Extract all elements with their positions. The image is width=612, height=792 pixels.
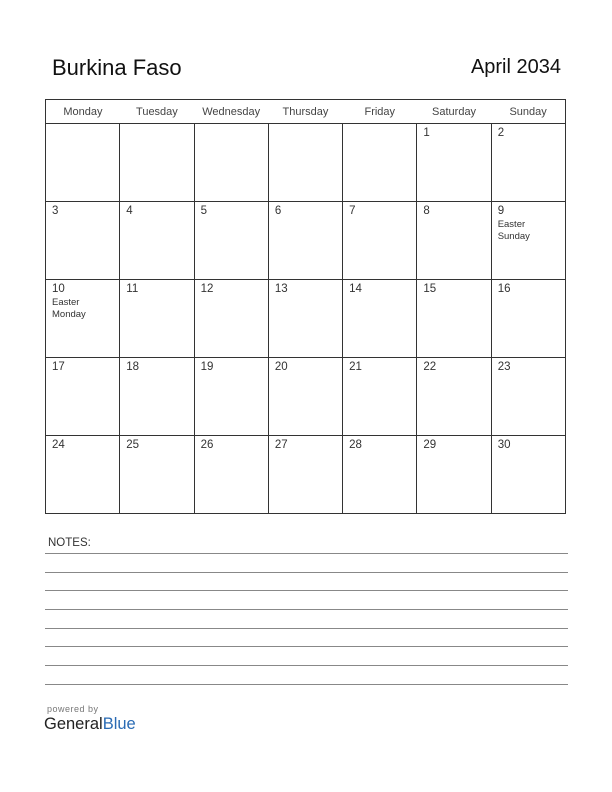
day-cell [194, 436, 268, 514]
day-cell [194, 202, 268, 280]
day-cell [343, 280, 417, 358]
note-line [45, 665, 568, 666]
day-cell [417, 436, 491, 514]
week-row [46, 280, 566, 358]
brand-logo [44, 704, 136, 734]
day-cell [120, 436, 194, 514]
day-cell [417, 280, 491, 358]
day-cell [268, 280, 342, 358]
day-number: 30 [497, 439, 511, 451]
holiday-label: Easter Monday [52, 297, 86, 320]
day-cell [46, 124, 120, 202]
day-cell [194, 124, 268, 202]
day-cell [46, 436, 120, 514]
brand-name [44, 715, 136, 734]
day-cell [46, 280, 120, 358]
day-cell [343, 358, 417, 436]
day-cell [268, 358, 342, 436]
note-line [45, 684, 568, 685]
day-cell [417, 358, 491, 436]
day-number: 1 [423, 127, 430, 139]
day-cell [343, 202, 417, 280]
day-number: 28 [349, 439, 362, 451]
day-number: 26 [200, 439, 214, 451]
weekday-header-row [46, 100, 566, 124]
calendar-grid [45, 99, 566, 514]
day-number: 25 [126, 439, 140, 451]
day-number: 13 [274, 283, 288, 295]
country-title: Burkina Faso [52, 55, 182, 80]
day-cell [491, 124, 565, 202]
day-number: 21 [349, 361, 362, 373]
weekday-label: Wednesday [194, 100, 268, 124]
weekday-label: Saturday [417, 100, 491, 124]
day-number: 23 [497, 361, 511, 373]
weekday-label: Friday [343, 100, 417, 124]
note-line [45, 590, 568, 591]
weekday-label: Sunday [491, 100, 565, 124]
note-line [45, 628, 568, 629]
day-cell [491, 280, 565, 358]
day-number: 17 [52, 361, 65, 373]
weekday-label: Monday [46, 100, 120, 124]
note-line [45, 646, 568, 647]
holiday-label: Easter Sunday [497, 219, 530, 242]
powered-by-text: powered by [47, 704, 99, 714]
day-cell [268, 436, 342, 514]
day-number: 15 [423, 283, 437, 295]
weekday-label: Tuesday [120, 100, 194, 124]
day-number: 4 [126, 205, 133, 217]
day-number: 3 [52, 205, 59, 217]
notes-label: NOTES: [48, 537, 91, 549]
day-number: 18 [126, 361, 140, 373]
day-cell [491, 436, 565, 514]
day-number: 29 [423, 439, 437, 451]
day-cell [343, 124, 417, 202]
day-number: 16 [497, 283, 511, 295]
day-cell [120, 358, 194, 436]
day-cell [194, 280, 268, 358]
day-number: 11 [126, 283, 139, 295]
day-cell [417, 202, 491, 280]
note-line [45, 572, 568, 573]
day-cell [46, 358, 120, 436]
brand-blue: Blue [102, 715, 136, 733]
brand-general: General [44, 715, 103, 733]
day-cell [417, 124, 491, 202]
day-cell [46, 202, 120, 280]
day-cell [268, 124, 342, 202]
day-number: 5 [200, 205, 207, 217]
day-number: 24 [52, 439, 65, 451]
note-line [45, 553, 568, 554]
day-cell [120, 124, 194, 202]
day-cell [120, 202, 194, 280]
day-cell [343, 436, 417, 514]
day-cell [491, 202, 565, 280]
day-cell [268, 202, 342, 280]
day-number: 20 [274, 361, 288, 373]
day-number: 19 [200, 361, 214, 373]
day-number: 2 [497, 127, 505, 139]
week-row [46, 124, 566, 202]
day-cell [194, 358, 268, 436]
day-number: 6 [274, 205, 282, 217]
day-number: 10 [52, 283, 65, 295]
note-line [45, 609, 568, 610]
day-number: 12 [200, 283, 214, 295]
day-number: 14 [349, 283, 362, 295]
week-row [46, 358, 566, 436]
day-number: 9 [497, 205, 505, 217]
day-number: 22 [423, 361, 437, 373]
day-cell [491, 358, 565, 436]
week-row [46, 436, 566, 514]
month-title: April 2034 [470, 56, 561, 78]
week-row [46, 202, 566, 280]
day-number: 27 [274, 439, 288, 451]
day-number: 8 [423, 205, 430, 217]
day-cell [120, 280, 194, 358]
weekday-label: Thursday [268, 100, 342, 124]
day-number: 7 [349, 205, 356, 217]
